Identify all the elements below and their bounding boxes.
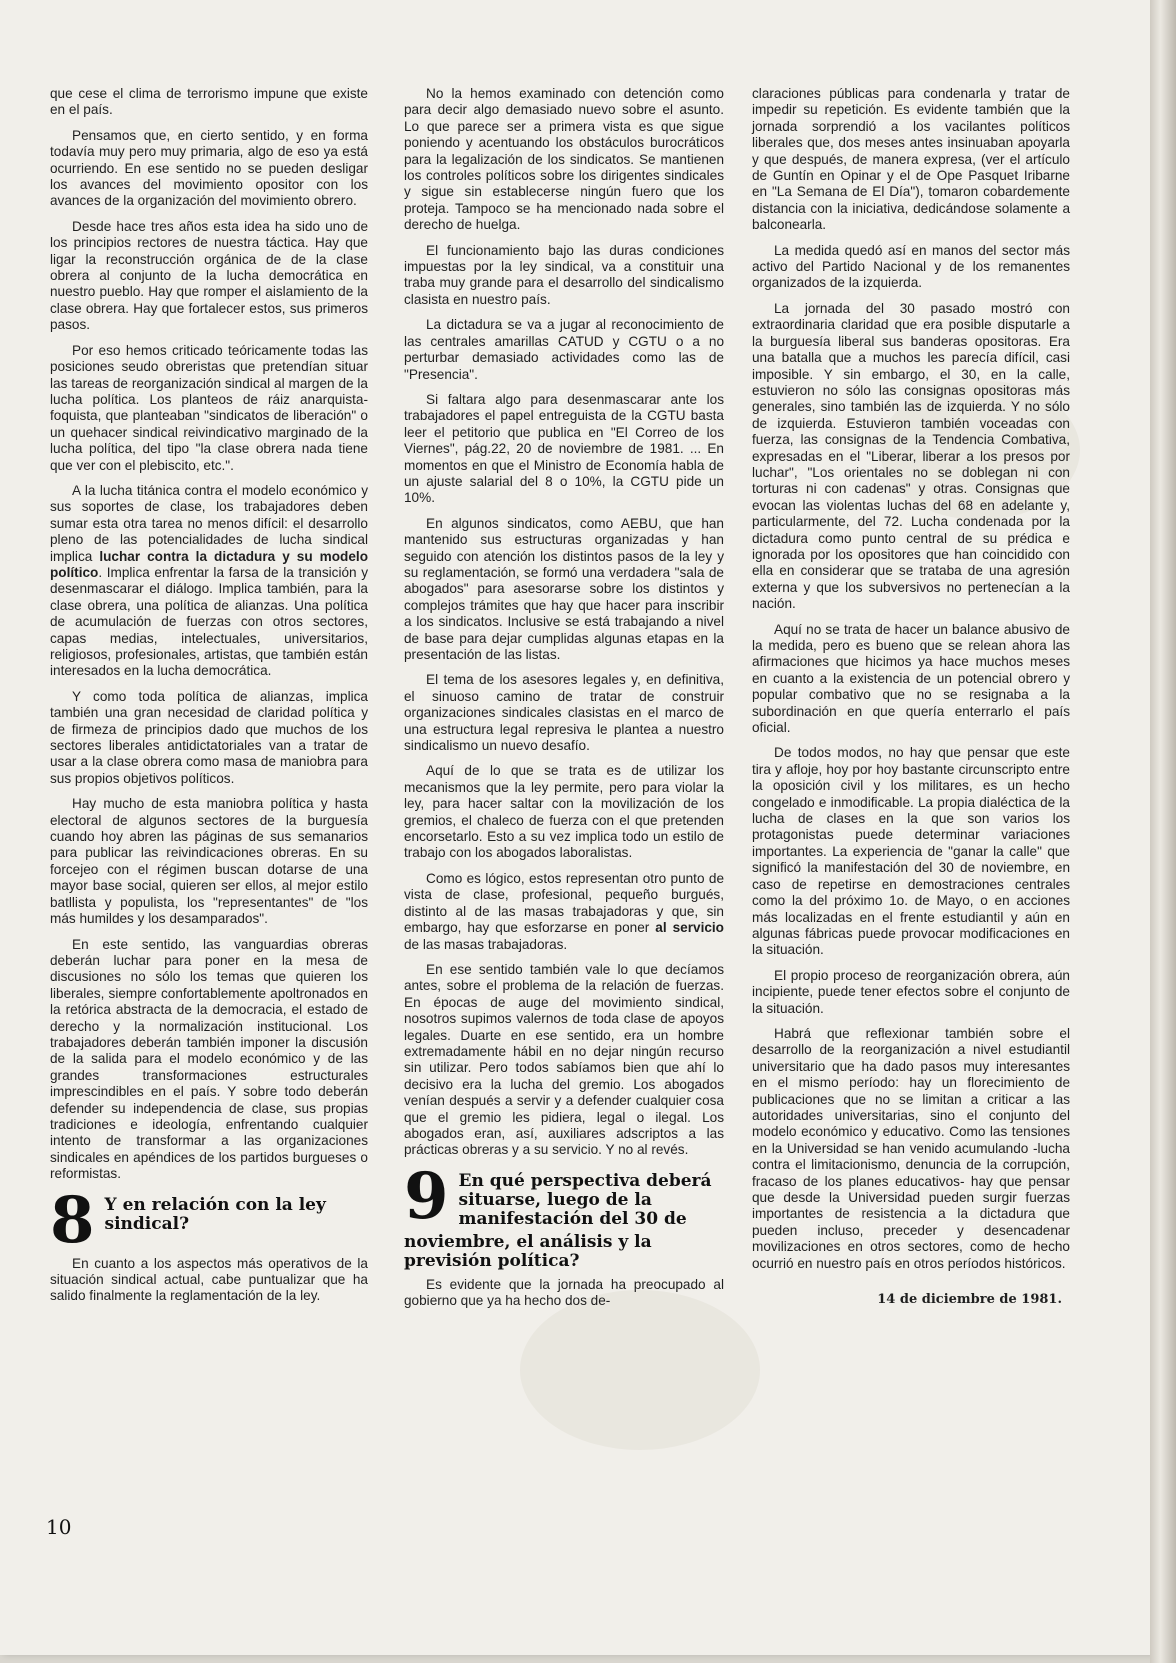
paragraph: El tema de los asesores legales y, en definitiva, el sinuoso camino de tratar de construir organizaciones sindicales clasistas en el marco de una estructura legal represiva le plantea a nuestro sindicalismo un nuevo desafío.: [404, 672, 724, 754]
paragraph: que cese el clima de terrorismo impune que existe en el país.: [50, 86, 368, 118]
question-title: En qué perspectiva deberá situarse, luego de la manifestación del 30 de: [458, 1170, 712, 1229]
paragraph: En cuanto a los aspectos más operativos de la situación sindical actual, cabe puntualizar que ha salido finalmente la reglamentación de la ley.: [50, 1255, 368, 1304]
paragraph: [50, 483, 368, 680]
paragraph: Si faltara algo para desenmascarar ante los trabajadores el papel entreguista de la CGTU basta leer el petitorio que publica en "El Correo de los Viernes", pág.22, 20 de noviembre de 1981. ... En momentos en que el Ministro de Economía habla de un ajuste salarial del 8 o 10%, la CGTU pide un 10%.: [404, 391, 724, 506]
paragraph: Por eso hemos criticado teóricamente todas las posiciones seudo obreristas que pretendían situar las tareas de reorganización sindical al margen de la lucha política. Los planteos de ráiz anarquista-foquista, que planteaban "sindicatos de liberación" o un quehacer sindical reivindicativo marginado de la lucha política, del tipo "la clase obrera nada tiene que ver con el plebiscito, etc.".: [50, 342, 368, 473]
paragraph: La dictadura se va a jugar al reconocimiento de las centrales amarillas CATUD y CGTU o a no perturbar demasiado actividades como las de "Presencia".: [404, 317, 724, 382]
paragraph: Aquí de lo que se trata es de utilizar los mecanismos que la ley permite, pero para violar la ley, para hacer saltar con la movilización de los gremios, el chaleco de fuerza con el que pretenden encorsetarlo. Esto a su vez implica todo un estilo de trabajo con los abogados laboralistas.: [404, 763, 724, 861]
paragraph: En algunos sindicatos, como AEBU, que han mantenido sus estructuras organizadas y han seguido con atención los distintos pasos de la ley y su reglamentación, se formó una verdadera "sala de abogados" para asesorarse sobre los distintos y complejos trámites que hay que hacer para inscribir a los sindicatos. Inclusive se está trabajando a nivel de base para dejar cumplidas algunas etapas en la presentación de las listas.: [404, 515, 724, 662]
text-column-middle: [404, 86, 724, 1319]
question-title: Y en relación con la ley sindical?: [104, 1194, 326, 1234]
paragraph: Pensamos que, en cierto sentido, y en forma todavía muy pero muy primaria, algo de eso ya está ocurriendo. En ese sentido no se pueden desligar los avances del movimiento opositor con los avances de la organización del movimiento obrero.: [50, 127, 368, 209]
page-edge: [1150, 0, 1176, 1663]
bold-text: al servicio: [655, 920, 724, 936]
text-run: A la lucha titánica contra el modelo económico y sus soportes de clase, los trabajadores deben sumar esta otra tarea no menos difícil: el desarrollo pleno de las potencialidades de lucha sindical implica: [50, 482, 368, 564]
paragraph: De todos modos, no hay que pensar que este tira y afloje, hoy por hoy bastante circunscripto entre la oposición civil y los militares, es un hecho congelado e inmodificable. La propia dialéctica de la lucha de clases en la que son varios los protagonistas puede determinar variaciones importantes. La experiencia de "ganar la calle" que significó la manifestación del 30 de noviembre, en caso de repetirse en demostraciones centrales como la del próximo 1o. de Mayo, o en acciones más localizadas en el frente estudiantil y aún en algunas fábricas puede provocar modificaciones en la situación.: [752, 745, 1070, 958]
question-number: 8: [50, 1182, 95, 1258]
text-run: . Implica enfrentar la farsa de la transición y desenmascarar el diálogo. Implica también, para la clase obrera, una política de alianzas. Una política de acumulación de fuerzas con otros sectores, capas medias, intelectuales, universitarios, religiosos, profesionales, artistas, que también están interesados en la lucha democrática.: [50, 564, 368, 679]
article-date: 14 de diciembre de 1981.: [877, 1292, 1062, 1308]
text-column-left: [50, 86, 368, 1314]
paragraph: Habrá que reflexionar también sobre el desarrollo de la reorganización a nivel estudiantil universitario que ha dado pasos muy interesantes en el mismo período: hay un florecimiento de publicaciones que no se limitan a criticar a las autoridades universitarias, sino el conjunto del modelo económico y educativo. Como las tensiones en la Universidad se han venido acumulando -lucha contra el limitacionismo, denuncia de la corrupción, fracaso de los planes educativos- hay que pensar que desde la Universidad pueden surgir fuerzas importantes de resistencia a la dictadura que pueden incluso, preceder y desencadenar movilizaciones en otros sectores, como de hecho ocurrió en nuestro país en otros períodos históricos.: [752, 1025, 1070, 1271]
paragraph: El funcionamiento bajo las duras condiciones impuestas por la ley sindical, va a constituir una traba muy grande para el desarrollo del sindicalismo clasista en nuestro país.: [404, 242, 724, 307]
paragraph: El propio proceso de reorganización obrera, aún incipiente, puede tener efectos sobre el conjunto de la situación.: [752, 967, 1070, 1016]
paragraph: Es evidente que la jornada ha preocupado al gobierno que ya ha hecho dos de-: [404, 1276, 724, 1309]
paragraph: En este sentido, las vanguardias obreras deberán luchar para poner en la mesa de discusiones no sólo los temas que quieren los liberales, siempre confortablemente apoltronados en la retórica abstracta de la democracia, el estado de derecho y la normalización institucional. Los trabajadores deberán también imponer la discusión de la salida para el modelo económico y de las grandes transformaciones estructurales imprescindibles en el país. Y sobre todo deberán defender su independencia de clase, sus propias tradiciones e ideología, enfrentando cualquier intento de transformar a las organizaciones sindicales en apéndices de los partidos burgueses o reformistas.: [50, 936, 368, 1182]
bold-text: luchar contra la dictadura y su modelo político: [50, 548, 368, 580]
paragraph: No la hemos examinado con detención como para decir algo demasiado nuevo sobre el asunto. Lo que parece ser a primera vista es que sigue poniendo y acentuando los obstáculos burocráticos para la legalización de los sindicatos. Se mantienen los controles políticos sobre los dirigentes sindicales y sigue sin establecerse ningún fuero que los proteja. Tampoco se ha mencionado nada sobre el derecho de huelga.: [404, 86, 724, 233]
question-heading: [50, 1182, 368, 1258]
paragraph: La medida quedó así en manos del sector más activo del Partido Nacional y de los remanentes organizados de la izquierda.: [752, 242, 1070, 291]
paragraph: Desde hace tres años esta idea ha sido uno de los principios rectores de nuestra táctica. Hay que ligar la reconstrucción orgánica de de la clase obrera al conjunto de la lucha democrática en nuestro pueblo. Hay que romper el aislamiento de la clase obrera. Hay que fortalecer estos, sus primeros pasos.: [50, 218, 368, 333]
paragraph: [404, 871, 724, 953]
page-number: 10: [46, 1515, 72, 1539]
paragraph: La jornada del 30 pasado mostró con extraordinaria claridad que era posible disputarle a la burguesía liberal sus banderas opositoras. Era una batalla que a muchos les parecía difícil, casi imposible. Y sin embargo, el 30, en la calle, estuvieron no sólo las consignas opositoras más generales, sino también las de izquierda. Y no sólo de izquierda. Estuvieron también voceadas con fuerza, las consignas de la Tendencia Combativa, expresadas en el "Liberar, liberar a los presos por luchar", "Los orientales no se doblegan ni con torturas ni con cadenas" y otras. Consignas que evocan las violentas luchas del 68 en adelante y, particularmente, del 72. Lucha condenada por la dictadura como punto central de su prédica e ignorada por los opositores que han coincidido con ella en considerar que se trataba de una agresión externa y que los subversivos no pertenecían a la nación.: [752, 300, 1070, 612]
paragraph: Hay mucho de esta maniobra política y hasta electoral de algunos sectores de la burguesía cuando hoy abren las páginas de sus semanarios para publicar las reivindicaciones obreras. En su forcejeo con el régimen buscan dotarse de una mayor base social, quieren ser ellos, al mejor estilo batllista y populista, los "representantes" de "los más humildes y los desamparados".: [50, 796, 368, 927]
paragraph: Aquí no se trata de hacer un balance abusivo de la medida, pero es bueno que se relean ahora las afirmaciones que hicimos ya hace muchos meses en cuanto a la existencia de un potencial obrero y popular combativo que no se resignaba a la subordinación en que quería enterrarlo el país oficial.: [752, 621, 1070, 736]
text-run: de las masas trabajadoras.: [404, 936, 568, 952]
question-number: 9: [404, 1158, 449, 1234]
question-heading: [404, 1158, 724, 1234]
question-title-continued: noviembre, el análisis y la previsión política?: [404, 1231, 652, 1271]
text-column-right: [752, 86, 1070, 1308]
paragraph: Y como toda política de alianzas, implica también una gran necesidad de claridad política y de firmeza de principios dado que muchos de los sectores liberales antidictatoriales van a tratar de usar a la clase obrera como masa de maniobra para sus propios objetivos políticos.: [50, 688, 368, 786]
paragraph: claraciones públicas para condenarla y tratar de impedir su repetición. Es evidente también que la jornada sorprendió a los vacilantes políticos liberales que, dos meses antes insinuaban apoyarla y que después, de manera expresa, (ver el artículo de Guntín en Opinar y el de Ope Pasquet Iribarne en "La Semana de El Día"), tomaron cobardemente distancia con la iniciativa, dedicándose solamente a balconearla.: [752, 86, 1070, 233]
paragraph: En ese sentido también vale lo que decíamos antes, sobre el problema de la relación de fuerzas. En épocas de auge del movimiento sindical, nosotros supimos valernos de toda clase de apoyos legales. Duarte en ese sentido, era un hombre extremadamente hábil en no dejar ningún recurso sin utilizar. Pero todos sabíamos bien que ahí lo decisivo era la lucha del gremio. Los abogados venían después a servir y a defender cualquier cosa que el gremio les pidiera, legal o ilegal. Los abogados eran, así, auxiliares adscriptos a las prácticas obreras y a su servicio. Y no al revés.: [404, 961, 724, 1158]
text-run: Como es lógico, estos representan otro punto de vista de clase, profesional, pequeño burgués, distinto al de las masas trabajadoras y que, sin embargo, hay que esforzarse en poner: [404, 870, 724, 936]
